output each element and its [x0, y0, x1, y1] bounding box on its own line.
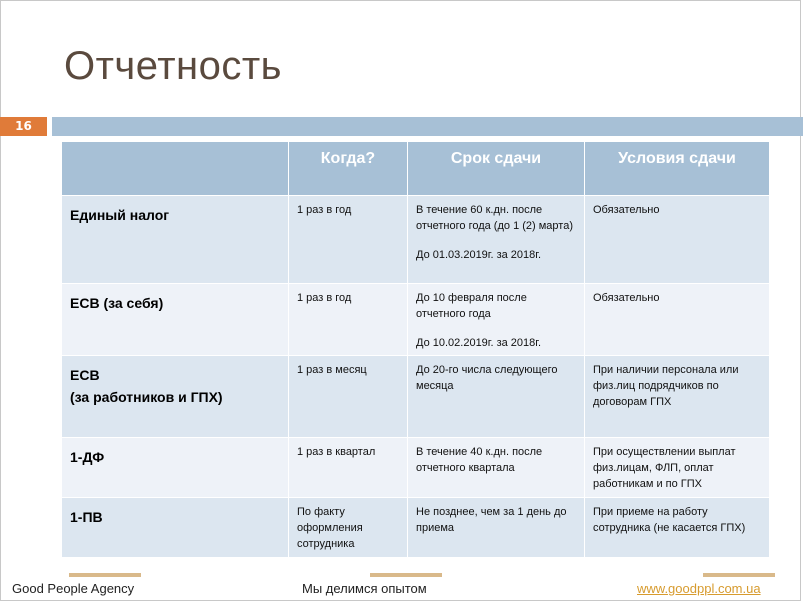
table-header-row — [62, 142, 770, 196]
table-header-when: Когда? — [289, 142, 408, 196]
row-name: ЕСВ (за себя) — [62, 284, 289, 356]
row-when: 1 раз в квартал — [289, 438, 408, 498]
footer-divider-right — [703, 573, 775, 577]
row-name: 1-ДФ — [62, 438, 289, 498]
header-bar — [52, 117, 803, 136]
row-deadline — [408, 196, 585, 284]
row-conditions: Обязательно — [585, 284, 770, 356]
row-name: Единый налог — [62, 196, 289, 284]
row-when: По факту оформления сотрудника — [289, 498, 408, 558]
row-conditions: Обязательно — [585, 196, 770, 284]
table-row — [62, 438, 770, 498]
footer-slogan: Мы делимся опытом — [302, 581, 427, 596]
table-row — [62, 284, 770, 356]
reporting-table — [61, 141, 770, 558]
footer-divider-left — [69, 573, 141, 577]
deadline-example: До 10.02.2019г. за 2018г. — [416, 337, 541, 349]
row-when: 1 раз в год — [289, 196, 408, 284]
row-name: 1-ПВ — [62, 498, 289, 558]
table-header-conditions: Условия сдачи — [585, 142, 770, 196]
row-conditions: При приеме на работу сотрудника (не касается ГПХ) — [585, 498, 770, 558]
table-header-empty — [62, 142, 289, 196]
row-deadline — [408, 284, 585, 356]
row-conditions: При осуществлении выплат физ.лицам, ФЛП, оплат работникам и по ГПХ — [585, 438, 770, 498]
slide-number: 16 — [0, 117, 47, 136]
deadline-example: До 01.03.2019г. за 2018г. — [416, 249, 541, 261]
slide-title: Отчетность — [64, 44, 283, 88]
table-row — [62, 196, 770, 284]
table-row — [62, 356, 770, 438]
row-deadline: В течение 40 к.дн. после отчетного квартала — [408, 438, 585, 498]
table-row — [62, 498, 770, 558]
row-name: ЕСВ (за работников и ГПХ) — [62, 356, 289, 438]
row-when: 1 раз в месяц — [289, 356, 408, 438]
row-when: 1 раз в год — [289, 284, 408, 356]
row-deadline: Не позднее, чем за 1 день до приема — [408, 498, 585, 558]
table-header-deadline: Срок сдачи — [408, 142, 585, 196]
deadline-text: До 10 февраля после отчетного года — [416, 292, 527, 320]
footer-agency-name: Good People Agency — [12, 581, 135, 596]
footer-divider-center — [370, 573, 442, 577]
row-deadline: До 20-го числа следующего месяца — [408, 356, 585, 438]
footer-website-link[interactable]: www.goodppl.com.ua — [637, 581, 761, 596]
deadline-text: В течение 60 к.дн. после отчетного года (до 1 (2) марта) — [416, 204, 573, 232]
row-conditions: При наличии персонала или физ.лиц подрядчиков по договорам ГПХ — [585, 356, 770, 438]
